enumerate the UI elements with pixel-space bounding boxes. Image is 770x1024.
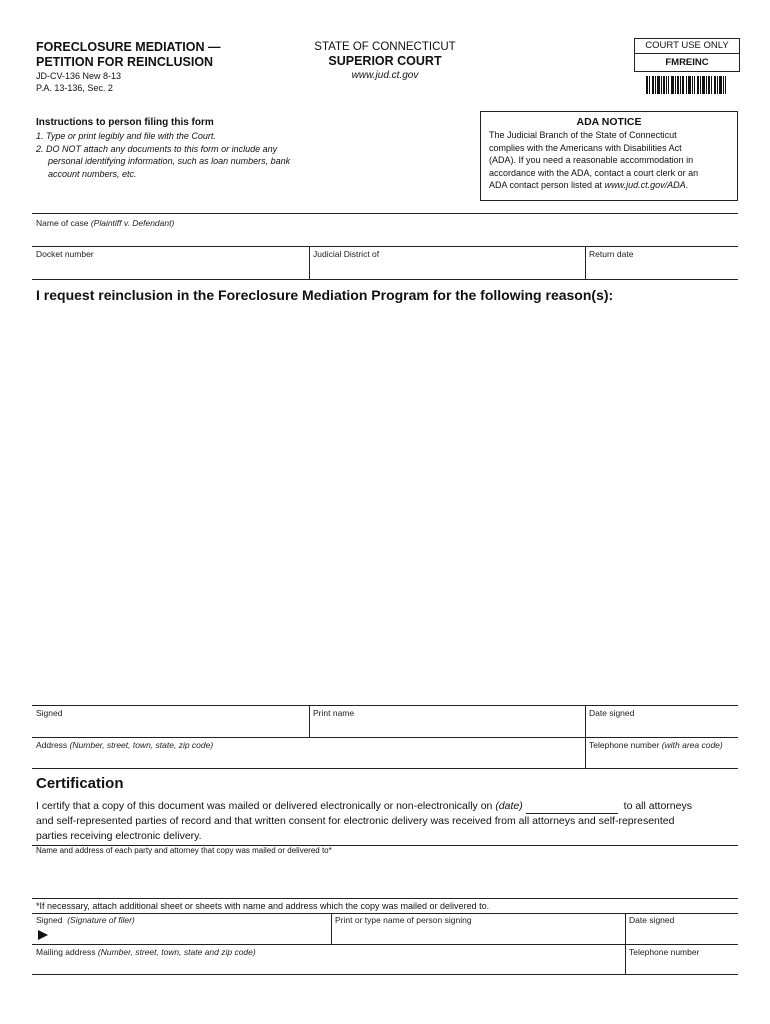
divider-printname xyxy=(585,705,586,737)
date-signed-label: Date signed xyxy=(589,708,635,718)
cert-telephone-input[interactable] xyxy=(629,959,736,973)
instruction-item-1: 1. Type or print legibly and file with the Court. xyxy=(36,131,216,141)
ada-line-5-prefix: ADA contact person listed at xyxy=(489,180,605,190)
ada-text xyxy=(489,129,729,192)
print-name-label: Print name xyxy=(313,708,355,718)
address-hint: (Number, street, town, state, zip code) xyxy=(69,740,214,750)
ada-link[interactable]: www.jud.ct.gov/ADA xyxy=(604,180,686,190)
ada-heading: ADA NOTICE xyxy=(576,116,642,128)
form-title-line2: PETITION FOR REINCLUSION xyxy=(36,55,214,69)
mailing-address-hint: (Number, street, town, state and zip code) xyxy=(97,947,256,957)
rule-cert-signature-top xyxy=(32,913,738,914)
certification-line-3: parties receiving electronic delivery. xyxy=(36,830,202,842)
court-code: FMREINC xyxy=(665,57,709,68)
statute: P.A. 13-136, Sec. 2 xyxy=(36,83,113,93)
ada-line-1: The Judicial Branch of the State of Connecticut xyxy=(489,130,677,140)
signed-label: Signed xyxy=(36,708,63,718)
form-number: JD-CV-136 New 8-13 xyxy=(36,71,122,81)
divider-district xyxy=(585,246,586,279)
divider-cert-signed xyxy=(331,913,332,944)
divider-address xyxy=(585,737,586,768)
signature-input[interactable] xyxy=(36,720,304,734)
cert-signed-text: Signed xyxy=(36,915,63,925)
form-title-line1: FORECLOSURE MEDIATION — xyxy=(36,40,221,54)
mailing-address-text: Mailing address xyxy=(36,947,96,957)
footnote: *If necessary, attach additional sheet or sheets with name and address which the copy was mailed or delivered to. xyxy=(36,901,490,911)
cert-print-name-label: Print or type name of person signing xyxy=(335,915,472,925)
instructions-heading: Instructions to person filing this form xyxy=(36,117,214,128)
rule-top-case xyxy=(32,213,738,214)
cert-print-name-input[interactable] xyxy=(335,928,620,942)
divider-docket xyxy=(309,246,310,279)
divider-signed xyxy=(309,705,310,737)
telephone-text: Telephone number xyxy=(589,740,660,750)
barcode-icon xyxy=(646,76,726,94)
form-title xyxy=(36,40,221,70)
rule-case-bottom xyxy=(32,279,738,280)
request-heading: I request reinclusion in the Foreclosure Mediation Program for the following reason(s): xyxy=(36,287,614,303)
address-text: Address xyxy=(36,740,68,750)
instruction-item-2-cont: personal identifying information, such as loan numbers, bank xyxy=(48,156,291,166)
telephone-label xyxy=(589,740,723,750)
ada-line-5-suffix: . xyxy=(685,180,689,190)
telephone-input[interactable] xyxy=(589,752,734,766)
sign-here-arrow-icon xyxy=(37,929,49,941)
certification-text xyxy=(36,799,740,844)
print-name-input[interactable] xyxy=(313,720,581,734)
docket-number-label: Docket number xyxy=(36,249,94,259)
name-of-case-text: Name of case xyxy=(36,218,89,228)
rule-mailing-bottom xyxy=(32,974,738,975)
instruction-item-2: 2. DO NOT attach any documents to this form or include any xyxy=(36,143,278,154)
ada-line-2: complies with the Americans with Disabilities Act xyxy=(489,142,682,153)
certification-line-1 xyxy=(36,799,740,814)
form-meta xyxy=(36,70,121,94)
rule-parties-bottom xyxy=(32,898,738,899)
rule-mailing-top xyxy=(32,944,738,945)
name-of-case-hint: (Plaintiff v. Defendant) xyxy=(90,218,175,228)
certification-line-1-prefix: I certify that a copy of this document was mailed or delivered electronically or non-electronically on xyxy=(36,800,496,812)
certification-date-input[interactable] xyxy=(526,801,618,814)
certification-date-label: (date) xyxy=(495,800,523,812)
address-input[interactable] xyxy=(36,752,581,766)
court-heading xyxy=(300,41,470,81)
date-signed-input[interactable] xyxy=(589,720,734,734)
instruction-item-2-cont2: account numbers, etc. xyxy=(48,168,137,179)
reasons-textarea[interactable] xyxy=(36,310,740,704)
state-name: STATE OF CONNECTICUT xyxy=(314,41,456,53)
certification-line-2: and self-represented parties of record and that written consent for electronic delivery was received from all attorneys and self-represented xyxy=(36,815,675,827)
docket-number-input[interactable] xyxy=(36,262,304,276)
name-of-case-label xyxy=(36,218,174,228)
parties-textarea[interactable] xyxy=(36,858,740,900)
telephone-hint: (with area code) xyxy=(661,740,723,750)
return-date-label: Return date xyxy=(589,249,634,259)
certification-heading: Certification xyxy=(36,775,124,792)
court-use-only-label: COURT USE ONLY xyxy=(635,39,739,54)
ada-notice-box xyxy=(480,111,738,201)
ada-line-3: (ADA). If you need a reasonable accommodation in xyxy=(489,155,694,165)
judicial-district-input[interactable] xyxy=(313,262,581,276)
cert-date-signed-label: Date signed xyxy=(629,915,675,925)
rule-signature-top xyxy=(32,705,738,706)
rule-case-docket xyxy=(32,246,738,247)
cert-date-signed-input[interactable] xyxy=(629,928,736,942)
cert-signed-label xyxy=(36,915,135,925)
judicial-district-label: Judicial District of xyxy=(313,249,380,259)
parties-label: Name and address of each party and attorney that copy was mailed or delivered to* xyxy=(36,846,332,855)
ada-line-5 xyxy=(489,179,729,192)
cert-signed-hint: (Signature of filer) xyxy=(67,915,135,925)
rule-address-top xyxy=(32,737,738,738)
return-date-input[interactable] xyxy=(589,262,734,276)
ada-line-4: accordance with the ADA, contact a court clerk or an xyxy=(489,167,699,178)
cert-telephone-label: Telephone number xyxy=(629,947,700,957)
mailing-address-input[interactable] xyxy=(36,959,621,973)
rule-address-bottom xyxy=(32,768,738,769)
mailing-address-label xyxy=(36,947,256,957)
address-label xyxy=(36,740,213,750)
certification-line-1-suffix: to all attorneys xyxy=(620,800,692,812)
name-of-case-input[interactable] xyxy=(36,230,736,244)
instructions xyxy=(36,117,336,180)
court-website[interactable]: www.jud.ct.gov xyxy=(351,70,419,81)
cert-signature-input[interactable] xyxy=(54,928,326,942)
court-name: SUPERIOR COURT xyxy=(328,54,442,68)
court-use-box xyxy=(634,38,740,72)
